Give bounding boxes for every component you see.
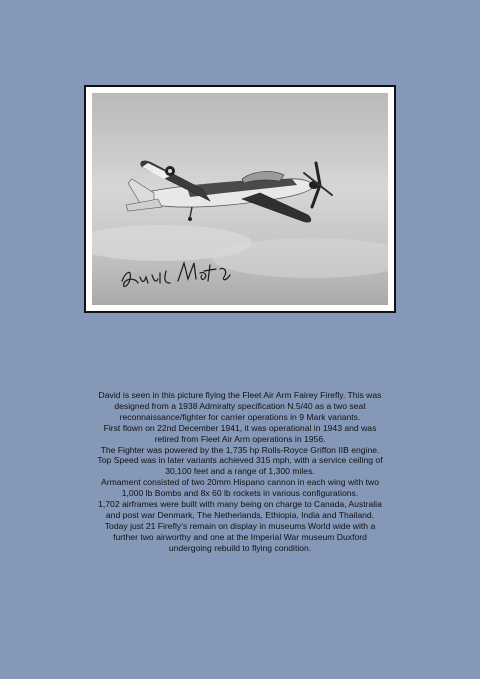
- caption-line: 1,702 airframes were built with many being on charge to Canada, Australia: [98, 499, 382, 510]
- caption-line: reconnaissance/fighter for carrier operations in 9 Mark variants.: [119, 411, 361, 422]
- aircraft-photo: [92, 93, 388, 305]
- caption-line: designed from a 1938 Admiralty specification N.5/40 as a two seat: [114, 400, 366, 411]
- caption-line: retired from Fleet Air Arm operations in 1956.: [154, 433, 326, 444]
- caption-line: 1,000 lb Bombs and 8x 60 lb rockets in various configurations.: [121, 488, 359, 499]
- caption-line: and post war Denmark, The Netherlands, Ethiopia, India and Thailand.: [105, 509, 375, 520]
- caption-line: The Fighter was powered by the 1,735 hp Rolls-Royce Griffon IIB engine.: [100, 444, 380, 455]
- photo-frame: [84, 85, 396, 313]
- caption-line: Top Speed was in later variants achieved 315 mph, with a service ceiling of: [97, 455, 383, 466]
- photo-caption: [40, 390, 440, 554]
- caption-line: Today just 21 Firefly’s remain on display in museums World wide with a: [104, 520, 376, 531]
- caption-line: 30,100 feet and a range of 1,300 miles.: [165, 466, 315, 477]
- caption-line: Armament consisted of two 20mm Hispano cannon in each wing with two: [100, 477, 379, 488]
- caption-line: First flown on 22nd December 1941, it was operational in 1943 and was: [103, 422, 377, 433]
- caption-line: David is seen in this picture flying the Fleet Air Arm Fairey Firefly. This was: [98, 390, 382, 400]
- caption-line: undergoing rebuild to flying condition.: [168, 542, 312, 553]
- caption-line: further two airworthy and one at the Imperial War museum Duxford: [113, 531, 367, 542]
